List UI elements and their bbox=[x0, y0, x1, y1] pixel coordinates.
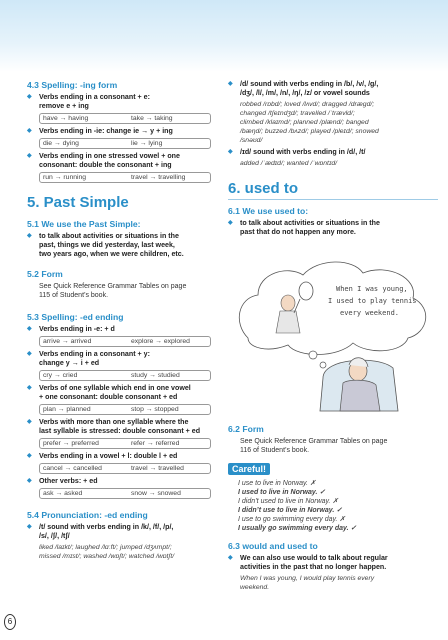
example: cancel → cancelled bbox=[43, 465, 102, 472]
pronunciation-examples bbox=[240, 100, 438, 145]
bullet bbox=[228, 148, 438, 157]
player-head bbox=[281, 295, 295, 311]
bullet bbox=[228, 219, 438, 237]
bullet bbox=[27, 452, 213, 461]
bullet-text: to talk about activities or situations in the bbox=[240, 219, 380, 227]
bullet bbox=[27, 477, 213, 486]
bullet-text: /t/ sound with verbs ending in /k/, /f/, /p/, bbox=[39, 523, 174, 531]
text-line: /snəʊd/ bbox=[240, 137, 263, 144]
bullet bbox=[27, 384, 213, 402]
careful-example: I use to go swimming every day. ✗ bbox=[238, 516, 346, 523]
example: prefer → preferred bbox=[43, 440, 99, 447]
careful-example: I didn’t use to live in Norway. ✓ bbox=[238, 507, 343, 514]
careful-example: I used to live in Norway. ✓ bbox=[238, 489, 326, 496]
example-box bbox=[39, 138, 211, 149]
section-6-title: 6. used to bbox=[228, 180, 438, 200]
bullet bbox=[228, 554, 438, 572]
bullet bbox=[27, 127, 213, 136]
example: die → dying bbox=[43, 140, 79, 147]
bullet-text: consonant: double the consonant + ing bbox=[39, 161, 172, 169]
example: lie → lying bbox=[131, 140, 163, 147]
example-box bbox=[39, 488, 211, 499]
text-line: 116 of Student’s book. bbox=[240, 447, 310, 454]
bubble-dot bbox=[309, 351, 317, 359]
bullet-text: Verbs ending in a consonant + y: bbox=[39, 350, 150, 358]
section-5-4-title: 5.4 Pronunciation: -ed ending bbox=[27, 510, 148, 520]
section-5-3-title: 5.3 Spelling: -ed ending bbox=[27, 312, 124, 322]
bullet-text: remove e + ing bbox=[39, 102, 89, 110]
bullet-text: Verbs ending in a vowel + l: double l + ed bbox=[39, 452, 178, 460]
reference-text bbox=[240, 437, 438, 455]
section-6-3-title: 6.3 would and used to bbox=[228, 541, 318, 551]
bullet-text: last syllable is stressed: double consonant + ed bbox=[39, 427, 201, 435]
bullet-text: Verbs ending in -ie: change ie → y + ing bbox=[39, 127, 173, 135]
example: run → running bbox=[43, 174, 87, 181]
section-5-2-title: 5.2 Form bbox=[27, 269, 63, 279]
text-line: When I was young, I would play tennis every bbox=[240, 575, 375, 582]
right-column bbox=[228, 80, 438, 592]
careful-example: I use to live in Norway. ✗ bbox=[238, 480, 316, 487]
bullet bbox=[27, 523, 213, 541]
bullet-text: past, things we did yesterday, last week, bbox=[39, 241, 175, 249]
player-body bbox=[276, 311, 300, 333]
illustration bbox=[228, 243, 438, 415]
text-line: /bæŋd/; buzzed /bʌzd/; played /pleɪd/; snowed bbox=[240, 128, 379, 135]
bullet-text: Verbs ending in -e: + d bbox=[39, 325, 115, 333]
example-box bbox=[39, 336, 211, 347]
text-line: climbed /klaɪmd/; planned /plænd/; banged bbox=[240, 119, 369, 126]
bullet-text: /dʒ/, /l/, /m/, /n/, /ŋ/, /z/ or vowel sounds bbox=[240, 89, 370, 97]
bullet-text: change y → i + ed bbox=[39, 359, 100, 367]
example: plan → planned bbox=[43, 406, 91, 413]
bullet-text: Verbs of one syllable which end in one vowel bbox=[39, 384, 191, 392]
section-6-2-title: 6.2 Form bbox=[228, 424, 264, 434]
example-box bbox=[39, 438, 211, 449]
text-line: robbed /rɒbd/; loved /lʌvd/; dragged /drægd/; bbox=[240, 101, 375, 108]
example: have → having bbox=[43, 115, 89, 122]
text-line: See Quick Reference Grammar Tables on page bbox=[240, 438, 388, 445]
example: travel → travelling bbox=[131, 174, 186, 181]
pronunciation-examples bbox=[39, 543, 213, 561]
example: travel → travelled bbox=[131, 465, 184, 472]
text-line: added /ˈædɪd/; wanted /ˈwɒntɪd/ bbox=[240, 160, 338, 167]
bullet-text: two years ago, when we were children, etc. bbox=[39, 250, 184, 258]
section-4-3-title: 4.3 Spelling: -ing form bbox=[27, 80, 118, 90]
example-box bbox=[39, 172, 211, 183]
example: explore → explored bbox=[131, 338, 190, 345]
text-line: weekend. bbox=[240, 584, 270, 591]
page-number: 6 bbox=[4, 614, 16, 630]
careful-example: I didn’t used to live in Norway. ✗ bbox=[238, 498, 339, 505]
reference-text bbox=[39, 282, 213, 300]
woman-body bbox=[340, 380, 380, 411]
bullet-text: past that do not happen any more. bbox=[240, 228, 356, 236]
left-column bbox=[27, 80, 213, 561]
bullet-text: + one consonant: double consonant + ed bbox=[39, 393, 178, 401]
bullet-text: /d/ sound with verbs ending in /b/, /v/, /g/, bbox=[240, 80, 379, 88]
section-5-1-title: 5.1 We use the Past Simple: bbox=[27, 219, 141, 229]
bubble-text-line-1: When I was young, bbox=[336, 285, 408, 293]
bullet bbox=[27, 93, 213, 111]
bullet bbox=[228, 80, 438, 98]
example: snow → snowed bbox=[131, 490, 181, 497]
bullet bbox=[27, 325, 213, 334]
example-box bbox=[39, 463, 211, 474]
bullet-text: /ɪd/ sound with verbs ending in /d/, /t/ bbox=[240, 148, 366, 156]
example: ask → asked bbox=[43, 490, 83, 497]
bubble-text-line-3: every weekend. bbox=[340, 309, 400, 317]
bullet bbox=[27, 232, 213, 259]
text-line: 115 of Student’s book. bbox=[39, 292, 109, 299]
example: take → taking bbox=[131, 115, 173, 122]
example-box bbox=[39, 404, 211, 415]
bullet bbox=[27, 350, 213, 368]
example-box bbox=[39, 113, 211, 124]
bullet-text: to talk about activities or situations in the bbox=[39, 232, 179, 240]
example: arrive → arrived bbox=[43, 338, 92, 345]
bubble-dot bbox=[320, 362, 326, 368]
bullet bbox=[27, 152, 213, 170]
text-line: changed /tʃeɪndʒd/; travelled /ˈtrævld/; bbox=[240, 110, 355, 117]
bullet-text: activities in the past that no longer happen. bbox=[240, 563, 387, 571]
careful-example: I usually go swimming every day. ✓ bbox=[238, 525, 357, 532]
section-6-1-title: 6.1 We use used to: bbox=[228, 206, 309, 216]
text-line: liked /laɪkt/; laughed /lɑːft/; jumped /dʒʌmpt/; bbox=[39, 544, 172, 551]
header-band bbox=[0, 0, 448, 72]
bullet bbox=[27, 418, 213, 436]
example-text bbox=[240, 574, 438, 592]
careful-badge: Careful! bbox=[228, 463, 270, 475]
example: refer → referred bbox=[131, 440, 180, 447]
bullet-text: Verbs with more than one syllable where the bbox=[39, 418, 189, 426]
example: stop → stopped bbox=[131, 406, 179, 413]
text-line: See Quick Reference Grammar Tables on page bbox=[39, 283, 187, 290]
section-5-title: 5. Past Simple bbox=[27, 194, 129, 211]
text-line: missed /mɪst/; washed /wɒʃt/; watched /wɒtʃt/ bbox=[39, 553, 175, 560]
example: cry → cried bbox=[43, 372, 78, 379]
pronunciation-examples bbox=[240, 159, 438, 168]
example-box bbox=[39, 370, 211, 381]
example: study → studied bbox=[131, 372, 180, 379]
bullet-text: Verbs ending in a consonant + e: bbox=[39, 93, 150, 101]
bullet-text: We can also use would to talk about regular bbox=[240, 554, 388, 562]
bullet-text: /s/, /ʃ/, /tʃ/ bbox=[39, 532, 70, 540]
bubble-text-line-2: I used to play tennis bbox=[328, 297, 417, 305]
bullet-text: Verbs ending in one stressed vowel + one bbox=[39, 152, 180, 160]
bullet-text: Other verbs: + ed bbox=[39, 477, 98, 485]
